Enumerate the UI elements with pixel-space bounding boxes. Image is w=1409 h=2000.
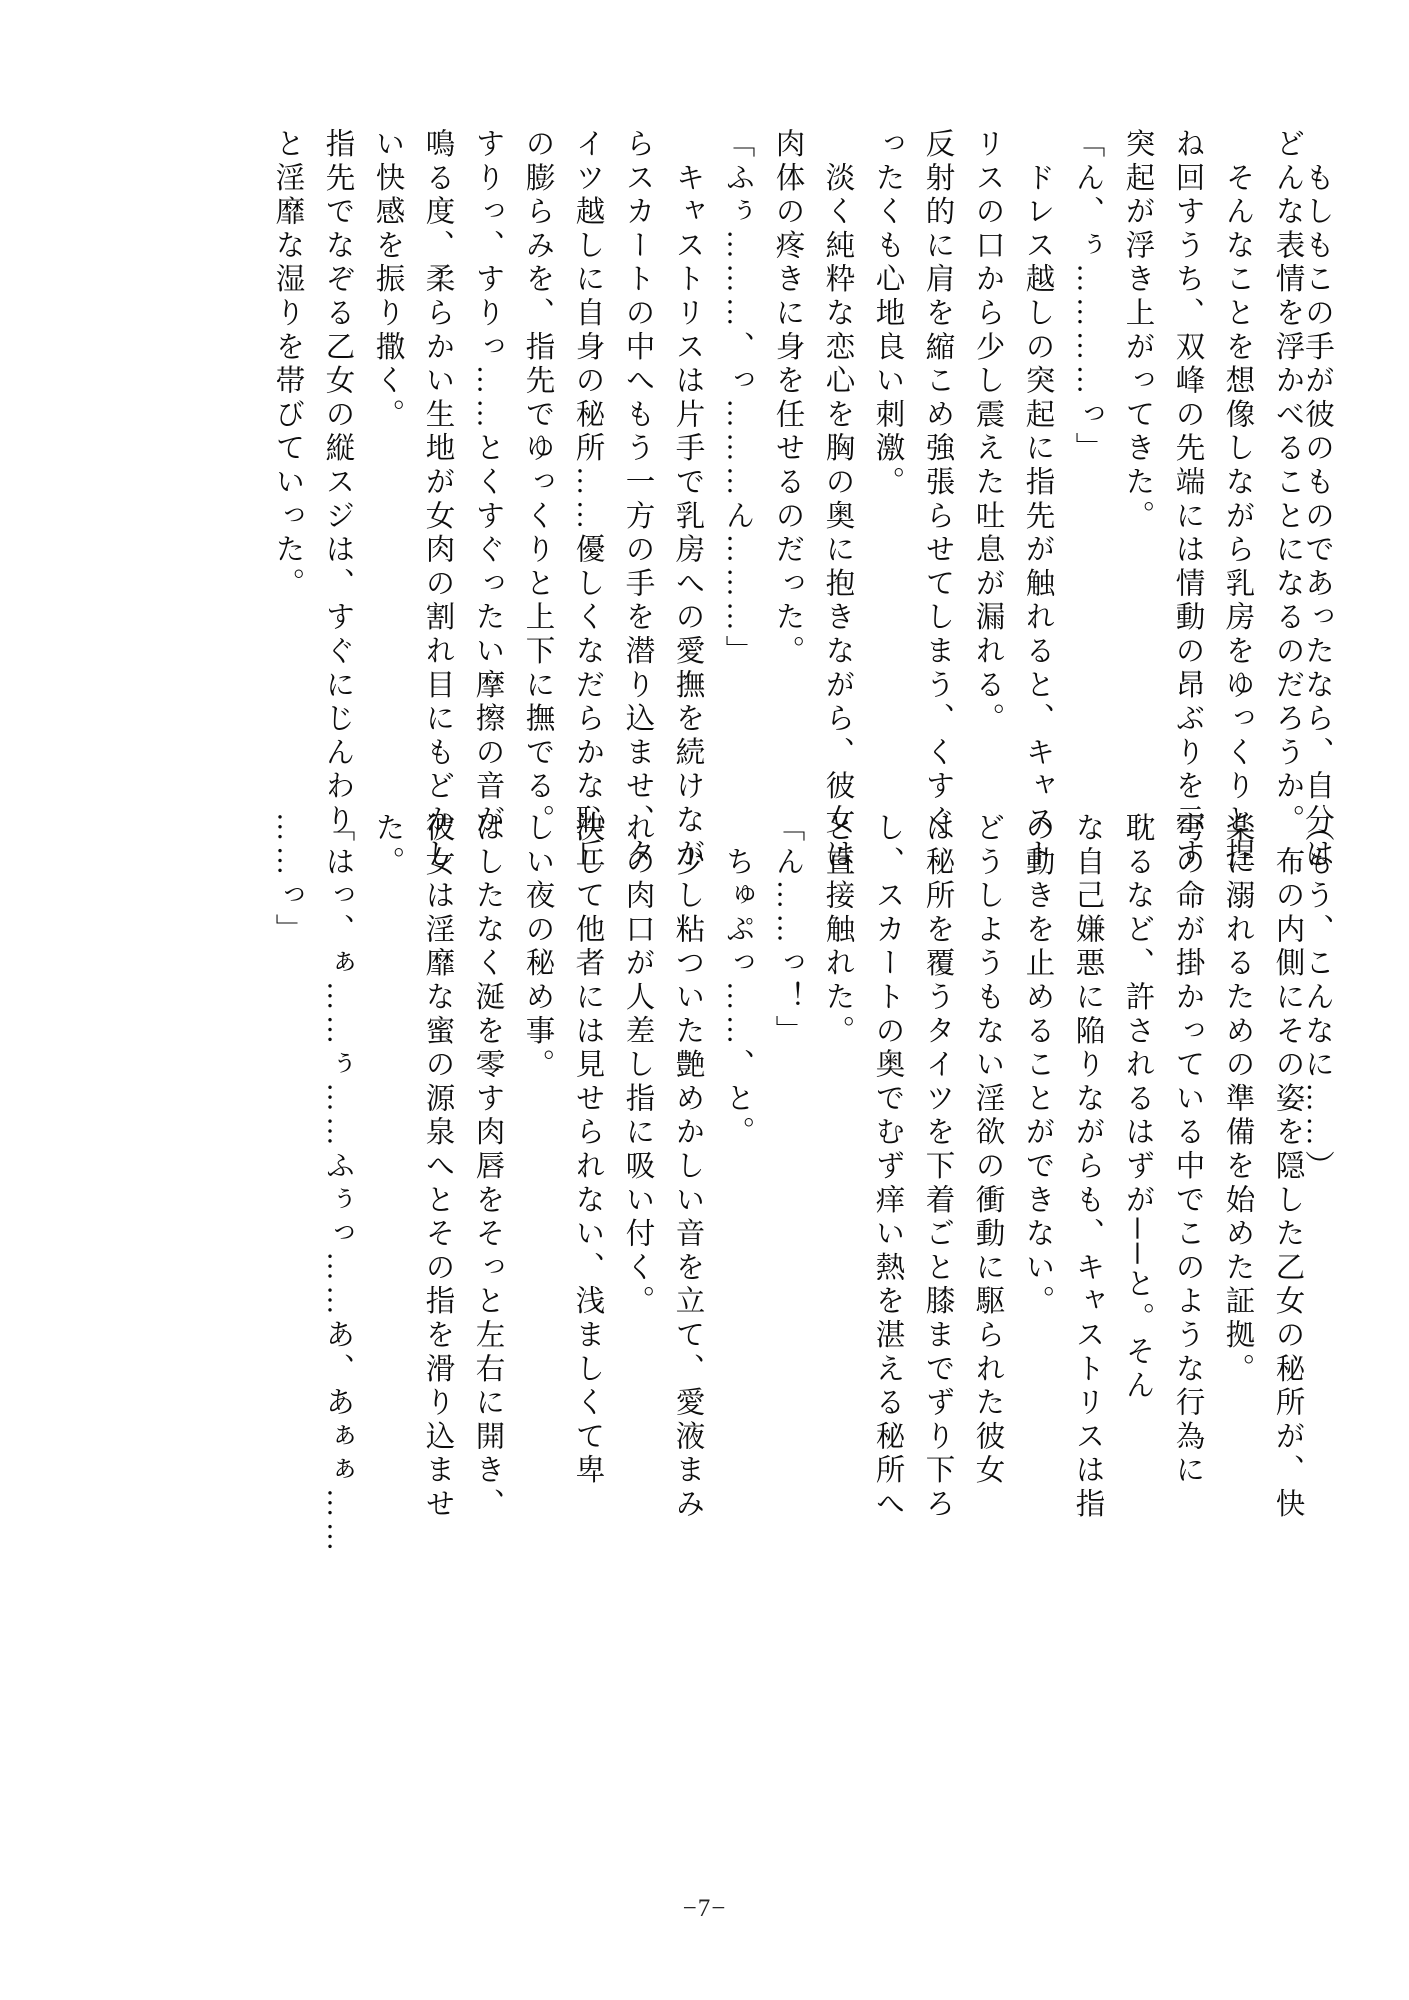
text-column: 耽るなど、許されるはずが──と。そん — [1121, 812, 1154, 1404]
text-column: 布の内側にその姿を隠した乙女の秘所が、快 — [1271, 812, 1304, 1522]
text-column: キャストリスは片手で乳房への愛撫を続けなが — [671, 128, 704, 872]
text-column: そんなことを想像しながら乳房をゆっくりと捏 — [1221, 128, 1254, 872]
text-column: 淡く純粋な恋心を胸の奥に抱きながら、彼女は — [821, 128, 854, 872]
text-block-bottom — [252, 812, 1332, 1556]
text-column: の動きを止めることができない。 — [1021, 812, 1054, 1319]
text-column: と直接触れた。 — [821, 812, 854, 1049]
text-column: と淫靡な湿りを帯びていった。 — [271, 128, 304, 602]
text-column: 反射的に肩を縮こめ強張らせてしまう、くすぐ — [921, 128, 954, 838]
text-block-top — [252, 128, 1332, 872]
text-column: 肉体の疼きに身を任せるのだった。 — [771, 128, 804, 669]
text-column: 楽に溺れるための準備を始めた証拠。 — [1221, 812, 1254, 1387]
text-column: 彼女は淫靡な蜜の源泉へとその指を滑り込ませ — [421, 812, 454, 1522]
text-column: どうしようもない淫欲の衝動に駆られた彼女 — [971, 812, 1004, 1488]
text-column: もしもこの手が彼のものであったなら、自分は — [1301, 128, 1333, 872]
text-column: 「ん……っ！」 — [771, 812, 804, 1049]
text-column: し、スカートの奥でむず痒い熱を湛える秘所へ — [871, 812, 904, 1522]
text-column: すりっ、すりっ……とくすぐったい摩擦の音が — [471, 128, 504, 838]
text-column: イツ越しに自身の秘所……優しくなだらかな恥丘 — [571, 128, 604, 872]
text-column: た。 — [371, 812, 404, 880]
text-column: どんな表情を浮かべることになるのだろうか。 — [1271, 128, 1304, 838]
page-number: −7− — [682, 1895, 727, 1922]
text-column: らスカートの中へもう一方の手を潜り込ませ、タ — [621, 128, 654, 872]
text-column: 「はっ、ぁ……ぅ……ふぅっ……あ、あぁぁ…… — [321, 812, 354, 1556]
text-column: ね回すうち、双峰の先端には情動の昂ぶりを示す — [1171, 128, 1204, 872]
text-column: 突起が浮き上がってきた。 — [1121, 128, 1154, 534]
text-column: 指先でなぞる乙女の縦スジは、すぐにじんわり — [321, 128, 354, 838]
text-column: 「ん、ぅ…………っ」 — [1071, 128, 1104, 466]
text-column: れの肉口が人差し指に吸い付く。 — [621, 812, 654, 1319]
text-column: しい夜の秘め事。 — [521, 812, 554, 1083]
text-column: リスの口から少し震えた吐息が漏れる。 — [971, 128, 1004, 737]
text-column: 少し粘ついた艶めかしい音を立て、愛液まみ — [671, 812, 704, 1522]
text-column: な自己嫌悪に陥りながらも、キャストリスは指 — [1071, 812, 1104, 1522]
text-column: はしたなく涎を零す肉唇をそっと左右に開き、 — [471, 812, 504, 1522]
text-column: ドレス越しの突起に指先が触れると、キャスト — [1021, 128, 1054, 872]
text-column: ちゅぷっ……、と。 — [721, 812, 754, 1150]
text-column: 決して他者には見せられない、浅ましくて卑 — [571, 812, 604, 1488]
text-column: は秘所を覆うタイツを下着ごと膝までずり下ろ — [921, 812, 954, 1522]
text-column: 穹の命が掛かっている中でこのような行為に — [1171, 812, 1204, 1488]
text-column: の膨らみを、指先でゆっくりと上下に撫でる。 — [521, 128, 554, 838]
text-column: 「ふぅ………、っ………ん………」 — [721, 128, 754, 669]
text-column: ったくも心地良い刺激。 — [871, 128, 904, 500]
text-column: （もう、こんなに……） — [1301, 812, 1333, 1184]
text-column: 鳴る度、柔らかい生地が女肉の割れ目にもどかし — [421, 128, 454, 872]
text-column: い快感を振り撒く。 — [371, 128, 404, 433]
text-column: ……っ」 — [271, 812, 304, 948]
